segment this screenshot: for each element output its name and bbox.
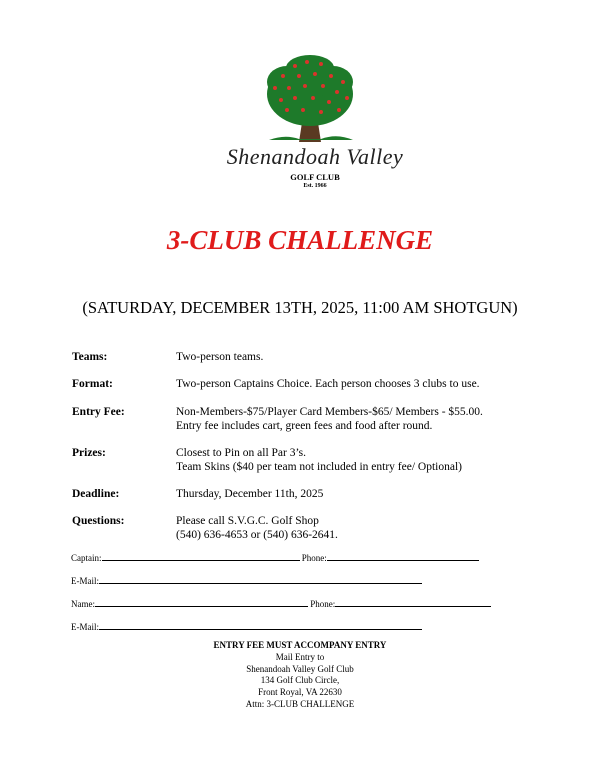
detail-label: Entry Fee: (72, 406, 125, 418)
footer-line: Attn: 3-CLUB CHALLENGE (245, 698, 355, 709)
footer-line: Front Royal, VA 22630 (258, 687, 342, 698)
club-logo (225, 54, 405, 194)
footer-line: 134 Golf Club Circle, (260, 675, 340, 686)
player-email-input[interactable] (99, 620, 422, 630)
captain-row (71, 551, 479, 563)
detail-value: Two-person teams. (176, 351, 264, 363)
logo-est: Est. 1966 (303, 183, 327, 189)
detail-value: Non-Members-$75/Player Card Members-$65/ Members - $55.00. (176, 406, 483, 418)
email-label: E-Mail: (71, 622, 99, 632)
captain-input[interactable] (102, 551, 300, 561)
event-date: (SATURDAY, DECEMBER 13TH, 2025, 11:00 AM SHOTGUN) (82, 298, 518, 317)
detail-value: Team Skins ($40 per team not included in entry fee/ Optional) (176, 461, 462, 473)
footer-heading: ENTRY FEE MUST ACCOMPANY ENTRY (213, 640, 387, 650)
logo-name: Shenandoah Valley (226, 144, 404, 169)
detail-value: Two-person Captains Choice. Each person chooses 3 clubs to use. (176, 378, 480, 390)
captain-label: Captain: (71, 553, 102, 563)
detail-value: Entry fee includes cart, green fees and food after round. (176, 420, 433, 432)
footer-line: Shenandoah Valley Golf Club (246, 663, 354, 674)
phone-label: Phone: (301, 553, 327, 563)
detail-value: (540) 636-4653 or (540) 636-2641. (176, 529, 338, 541)
email-label: E-Mail: (71, 576, 99, 586)
player-phone-input[interactable] (335, 597, 491, 607)
player-name-input[interactable] (95, 597, 308, 607)
mailing-instructions (0, 640, 600, 711)
detail-label: Questions: (72, 515, 125, 527)
captain-email-row (71, 574, 422, 586)
detail-label: Prizes: (72, 447, 106, 459)
player-email-row (71, 620, 422, 632)
detail-label: Deadline: (72, 488, 120, 500)
name-label: Name: (71, 599, 95, 609)
footer-line: Mail Entry to (275, 651, 325, 662)
captain-phone-input[interactable] (327, 551, 479, 561)
phone-label: Phone: (310, 599, 336, 609)
logo-club: GOLF CLUB (290, 172, 340, 182)
player-row (71, 597, 491, 609)
captain-email-input[interactable] (99, 574, 422, 584)
detail-label: Teams: (72, 351, 108, 363)
page-title: 3-CLUB CHALLENGE (166, 225, 434, 255)
detail-value: Please call S.V.G.C. Golf Shop (176, 515, 319, 527)
detail-label: Format: (72, 378, 113, 390)
apple-tree-icon (225, 54, 405, 146)
detail-value: Thursday, December 11th, 2025 (176, 488, 324, 500)
detail-value: Closest to Pin on all Par 3’s. (176, 447, 307, 459)
